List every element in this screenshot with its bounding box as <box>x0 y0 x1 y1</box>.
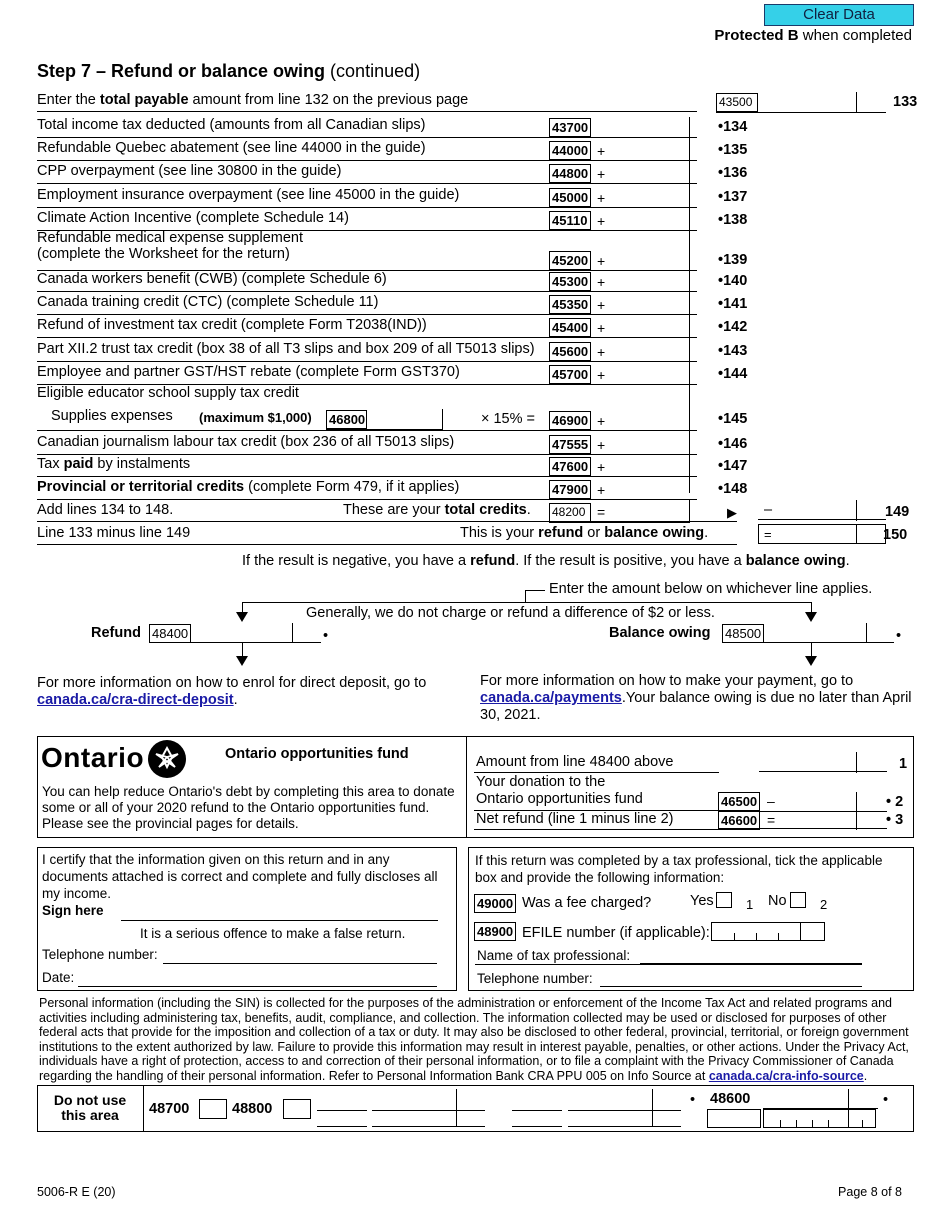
row-divider <box>37 314 697 315</box>
ontario-row1-num: 1 <box>899 756 908 772</box>
row-divider <box>37 183 697 184</box>
line-amount-field[interactable] <box>549 141 690 161</box>
line-code: 47600 <box>549 457 591 476</box>
line-code: 45600 <box>549 342 591 361</box>
date-label: Date: <box>42 970 75 985</box>
balance-owing-field[interactable] <box>722 623 894 643</box>
line-46800-code: 46800 <box>326 410 367 429</box>
line-label: Canada workers benefit (CWB) (complete Schedule 6) <box>37 271 387 287</box>
ontario-row1-field[interactable] <box>759 752 887 772</box>
row-divider <box>37 337 697 338</box>
line-amount-field[interactable] <box>549 457 690 477</box>
line-op: + <box>597 344 606 360</box>
telephone-field[interactable] <box>163 944 437 964</box>
line-code: 45700 <box>549 365 591 384</box>
line-48200-code: 48200 <box>549 503 591 522</box>
ontario-row2-label-b: Ontario opportunities fund <box>476 791 643 807</box>
line-150-label: Line 133 minus line 149 <box>37 525 191 541</box>
line-48400-code: 48400 <box>149 624 191 643</box>
line-label: Canadian journalism labour tax credit (box 236 of all T5013 slips) <box>37 434 455 450</box>
educator-title: Eligible educator school supply tax credit <box>37 385 299 401</box>
line-number: •142 <box>718 319 748 335</box>
line-number: •138 <box>718 212 748 228</box>
yes-code: 1 <box>746 897 754 912</box>
line-number: •134 <box>718 119 748 135</box>
line-amount-field[interactable] <box>549 342 690 362</box>
code-48700-box <box>199 1099 227 1119</box>
line-46900-code: 46900 <box>549 411 591 430</box>
enter-amount-note: Enter the amount below on whichever line applies. <box>549 581 873 597</box>
protected-b-note: Protected B when completed <box>714 27 912 44</box>
line-label: Tax paid by instalments <box>37 456 191 472</box>
line-op: + <box>597 297 606 313</box>
line-46600-code: 46600 <box>718 811 760 830</box>
row-divider <box>37 476 697 477</box>
line-op: + <box>597 274 606 290</box>
date-field[interactable] <box>78 967 437 987</box>
clear-data-button[interactable]: Clear Data <box>764 4 914 26</box>
no-code: 2 <box>820 897 828 912</box>
line-amount-field[interactable] <box>549 164 690 184</box>
refund-label: Refund <box>91 625 141 641</box>
row-divider <box>37 160 697 161</box>
line-48900-code: 48900 <box>474 922 516 941</box>
row-divider <box>37 137 697 138</box>
line-number: •148 <box>718 481 748 497</box>
form-number: 5006-R E (20) <box>37 1185 116 1199</box>
line-op: + <box>597 459 606 475</box>
fee-question: Was a fee charged? <box>522 895 652 911</box>
ontario-row2-label-a: Your donation to the <box>476 774 606 790</box>
signature-field[interactable] <box>121 901 438 921</box>
line-number: •143 <box>718 343 748 359</box>
balance-bullet: • <box>896 628 902 644</box>
line-48200-op: = <box>597 504 606 520</box>
ontario-fund-description: You can help reduce Ontario's debt by completing this area to donate some or all of your 2020 refund to the Ontario opportunities fund. Please see the provincial pages for details. <box>42 784 455 831</box>
line-label: Part XII.2 trust tax credit (box 38 of all T3 slips and box 209 of all T5013 slips) <box>37 341 535 357</box>
supplies-label: Supplies expenses <box>51 408 173 424</box>
line-46500-code: 46500 <box>718 792 760 811</box>
total-credits-note: These are your total credits. <box>343 502 531 518</box>
arrow-down-icon <box>236 656 248 666</box>
line-46900-field[interactable] <box>549 411 690 431</box>
educator-multiplier: × 15% = <box>481 411 536 427</box>
line-48200-field[interactable] <box>549 503 690 523</box>
code-48600-box-b <box>763 1109 876 1128</box>
ontario-row2-num: • 2 <box>886 794 904 810</box>
tax-professional-name-label: Name of tax professional: <box>477 948 631 963</box>
line-amount-field[interactable] <box>549 295 690 315</box>
line-46500-op: – <box>767 793 775 809</box>
do-not-use-label: Do not use this area <box>53 1092 127 1123</box>
line-amount-field[interactable] <box>549 118 690 138</box>
line-code: 45200 <box>549 251 591 270</box>
line-149-label: Add lines 134 to 148. <box>37 502 174 518</box>
line-amount-field[interactable] <box>549 211 690 231</box>
efile-number-field[interactable] <box>711 922 825 941</box>
direct-deposit-info: For more information on how to enrol for direct deposit, go to canada.ca/cra-direct-deposit. <box>37 675 427 708</box>
line-46900-op: + <box>597 413 606 429</box>
info-source-link[interactable]: canada.ca/cra-info-source <box>708 1068 864 1083</box>
line-code: 45300 <box>549 272 591 291</box>
ontario-fund-title: Ontario opportunities fund <box>225 746 409 762</box>
refund-bullet: • <box>323 628 329 644</box>
line-amount-field[interactable] <box>549 188 690 208</box>
refund-field[interactable] <box>149 623 321 643</box>
line-149-arrow: ▶ <box>727 505 737 520</box>
row-divider <box>37 291 697 292</box>
ontario-row3-num: • 3 <box>886 812 904 828</box>
line-46600-op: = <box>767 812 776 828</box>
line-op: + <box>597 253 606 269</box>
line-label: Employment insurance overpayment (see line 45000 in the guide) <box>37 187 460 203</box>
page-title: Step 7 – Refund or balance owing (continued) <box>37 61 421 81</box>
bullet-1: • <box>690 1092 696 1108</box>
tax-professional-phone-label: Telephone number: <box>477 971 593 986</box>
sign-here-label: Sign here <box>42 903 104 918</box>
code-48600: 48600 <box>710 1091 751 1107</box>
result-note: If the result is negative, you have a refund. If the result is positive, you have a balance owing. <box>242 553 850 569</box>
line-number: •146 <box>718 436 748 452</box>
efile-label: EFILE number (if applicable): <box>522 925 710 941</box>
line-43500-code: 43500 <box>716 93 758 112</box>
line-amount-field[interactable] <box>549 480 690 500</box>
supplies-max: (maximum $1,000) <box>199 410 312 425</box>
line-amount-field[interactable] <box>549 435 690 455</box>
line-code: 47900 <box>549 480 591 499</box>
line-op: + <box>597 437 606 453</box>
arrow-down-icon <box>236 612 248 622</box>
line-label: Refund of investment tax credit (complete Form T2038(IND)) <box>37 317 427 333</box>
line-number: •135 <box>718 142 748 158</box>
line-48500-code: 48500 <box>722 624 764 643</box>
balance-owing-label: Balance owing <box>609 625 711 641</box>
trillium-icon <box>148 740 186 778</box>
line-amount-field[interactable] <box>549 365 690 385</box>
tax-professional-phone-field[interactable] <box>600 967 862 987</box>
fee-yes-checkbox[interactable] <box>716 892 732 908</box>
tax-professional-text: If this return was completed by a tax professional, tick the applicable box and provide the following information: <box>475 853 883 885</box>
refund-owing-note: This is your refund or balance owing. <box>460 525 709 541</box>
line-op: + <box>597 143 606 159</box>
tax-professional-name-field[interactable] <box>640 944 862 964</box>
privacy-notice: Personal information (including the SIN) is collected for the purposes of the administration or enforcement of the Income Tax Act and related programs and activities including administering tax, benefits, audit, compliance, and collection. The information collected may be used or disclosed for purposes of other federal acts that provide for the imposition and collection of a tax or duty. It may also be disclosed to other federal, provincial, territorial, or foreign government institutions to the extent authorized by law. Failure to provide this information may result in interest payable, penalties, or other actions. Under the Privacy Act, individuals have a right of protection, access to and correction of their personal information, or to file a complaint with the Privacy Commissioner of Canada regarding the handling of their personal information. Refer to Personal Information Bank CRA PPU 005 on Info Source at canada.ca/cra-info-source. <box>39 996 909 1083</box>
line-op: + <box>597 213 606 229</box>
bullet-2: • <box>883 1092 889 1108</box>
line-number: •147 <box>718 458 748 474</box>
line-code: 44800 <box>549 164 591 183</box>
difference-note: Generally, we do not charge or refund a difference of $2 or less. <box>306 605 715 621</box>
line-label-top: Refundable medical expense supplement <box>37 230 304 246</box>
certification-text: I certify that the information given on this return and in any documents attached is correct and complete and fully discloses all my income. <box>42 852 438 901</box>
line-op: + <box>597 320 606 336</box>
line-number: •136 <box>718 165 748 181</box>
arrow-down-icon <box>805 612 817 622</box>
line-code: 45400 <box>549 318 591 337</box>
code-48600-box-a <box>707 1109 761 1128</box>
line-number: •140 <box>718 273 748 289</box>
line-145-number: •145 <box>718 411 748 427</box>
line-label: Total income tax deducted (amounts from all Canadian slips) <box>37 117 426 133</box>
line-amount-field[interactable] <box>549 318 690 338</box>
line-label: Provincial or territorial credits (complete Form 479, if it applies) <box>37 479 460 495</box>
line-149-minus: – <box>764 502 773 518</box>
ontario-row3-label: Net refund (line 1 minus line 2) <box>476 811 674 827</box>
line-number: •144 <box>718 366 748 382</box>
line-code: 45110 <box>549 211 591 230</box>
line-number: •141 <box>718 296 748 312</box>
direct-deposit-link[interactable]: canada.ca/cra-direct-deposit <box>37 692 234 708</box>
line-label: Employee and partner GST/HST rebate (complete Form GST370) <box>37 364 460 380</box>
line-133-number: 133 <box>893 94 918 110</box>
line-code: 44000 <box>549 141 591 160</box>
no-label: No <box>768 893 787 909</box>
line-code: 45000 <box>549 188 591 207</box>
line-46800-field[interactable] <box>326 410 442 430</box>
line-43500-field[interactable] <box>716 93 886 113</box>
payments-link[interactable]: canada.ca/payments <box>480 690 622 706</box>
line-label: Canada training credit (CTC) (complete Schedule 11) <box>37 294 379 310</box>
line-label: CPP overpayment (see line 30800 in the guide) <box>37 163 342 179</box>
line-label: Climate Action Incentive (complete Schedule 14) <box>37 210 349 226</box>
ontario-row1-label: Amount from line 48400 above <box>476 754 674 770</box>
line-150-field[interactable] <box>758 524 886 544</box>
line-number: •139 <box>718 252 748 268</box>
page-number: Page 8 of 8 <box>838 1185 902 1199</box>
row-divider <box>37 499 697 500</box>
line-150-number: 150 <box>883 527 908 543</box>
line-op: + <box>597 367 606 383</box>
line-op: + <box>597 482 606 498</box>
line-149-number: 149 <box>885 504 910 520</box>
payment-info: For more information on how to make your payment, go to canada.ca/payments.Your balance owing is due no later than April 30, 2021. <box>480 673 912 723</box>
fee-no-checkbox[interactable] <box>790 892 806 908</box>
code-48800: 48800 <box>232 1101 273 1117</box>
yes-label: Yes <box>690 893 714 909</box>
row-divider <box>37 361 697 362</box>
row-divider <box>37 454 697 455</box>
line-49000-code: 49000 <box>474 894 516 913</box>
line-149-field[interactable] <box>758 500 886 520</box>
net-refund-field[interactable] <box>718 809 887 829</box>
line-op: + <box>597 190 606 206</box>
telephone-label: Telephone number: <box>42 947 158 962</box>
arrow-down-icon <box>805 656 817 666</box>
line-code: 43700 <box>549 118 591 137</box>
line-133-label: Enter the total payable amount from line 132 on the previous page <box>37 92 469 108</box>
line-amount-field[interactable] <box>549 272 690 292</box>
line-code: 47555 <box>549 435 591 454</box>
row-divider <box>37 207 697 208</box>
line-number: •137 <box>718 189 748 205</box>
offence-note: It is a serious offence to make a false return. <box>140 926 406 941</box>
ontario-logo-text: Ontario <box>41 742 145 773</box>
line-code: 45350 <box>549 295 591 314</box>
line-label: (complete the Worksheet for the return) <box>37 246 290 262</box>
line-amount-field[interactable] <box>549 251 690 271</box>
line-150-eq: = <box>764 527 772 542</box>
code-48700: 48700 <box>149 1101 190 1117</box>
line-op: + <box>597 166 606 182</box>
code-48800-box <box>283 1099 311 1119</box>
line-label: Refundable Quebec abatement (see line 44000 in the guide) <box>37 140 426 156</box>
